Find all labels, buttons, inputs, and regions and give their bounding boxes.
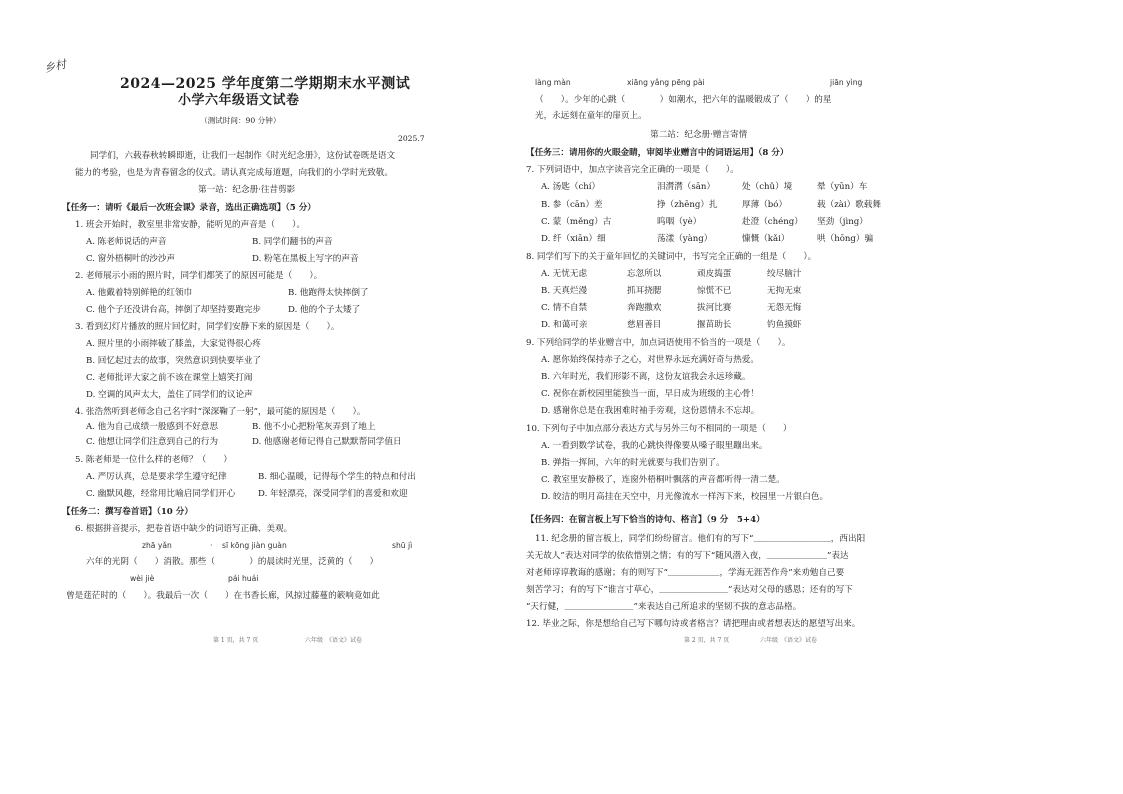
fill-in-line: （ ）。少年的心跳（ ）如潮水，把六年的温暖锻成了（ ）的星 (535, 95, 832, 105)
option: D. 纤（xiān）细 (541, 234, 606, 244)
station-heading: 第二站：纪念册·赠言寄情 (650, 130, 748, 140)
option: D. 粉笔在黑板上写字的声音 (252, 254, 359, 264)
question: 12. 毕业之际，你是想给自己写下哪句诗或者格言？请把理由或者想表达的愿望写出来。 (526, 619, 861, 629)
fill-in-line: 六年的光阴（ ）消散。那些（ ）的晨读时光里，泛黄的（ ） (86, 557, 379, 567)
fill-in-line: 光，永远刻在童年的扉页上。 (535, 111, 647, 121)
page-number: 第 2 页，共 7 页 (684, 637, 730, 644)
intro-line: 能力的考验，也是为青春留念的仪式。请认真完成每道题，向我们的小学时光致敬。 (75, 168, 393, 178)
option-word: 载（zài）歌载舞 (817, 200, 881, 210)
exam-time: （测试时间：90 分钟） (200, 116, 281, 125)
pinyin-separator: · (210, 541, 213, 550)
option-word: 抓耳挠腮 (627, 286, 662, 296)
question: 6. 根据拼音提示，把卷首语中缺少的词语写正确、美观。 (75, 524, 293, 534)
option-word: 钓鱼摸虾 (767, 320, 802, 330)
fill-in-line: 关无故人”表达对同学的依依惜别之情；有的写下“随风潜入夜，＿＿＿＿＿＿＿”表达 (526, 551, 849, 561)
option-word: 处（chǔ）境 (742, 182, 793, 192)
option-word: 揠苗助长 (697, 320, 732, 330)
fill-in-line: “天行健，＿＿＿＿＿＿＿＿”来表达自己所追求的坚韧不拔的意志品格。 (526, 602, 802, 612)
option: C. 蒙（měng）古 (541, 217, 612, 227)
option: B. 弹指一挥间，六年的时光就要与我们告别了。 (541, 458, 725, 468)
exam-title: 2024—2025 学年度第二学期期末水平测试 (120, 76, 411, 92)
option-word: 荡漾（yàng） (657, 234, 713, 244)
option: C. 老师批评大家之前不该在课堂上嬉笑打闹 (86, 373, 253, 383)
option-word: 无拘无束 (767, 286, 802, 296)
option: C. 他想让同学们注意到自己的行为 (86, 437, 219, 447)
option: D. 和蔼可亲 (541, 320, 588, 330)
pinyin-hint: pái huái (228, 574, 259, 583)
fill-in-line: 对老师谆谆教诲的感谢；有的则写下“＿＿＿＿＿＿，学海无涯苦作舟”来劝勉自己要 (526, 568, 845, 578)
fill-in-line: 曾是莛茫时的（ ）。我最后一次（ ）在书香长廊，风掠过藤蔓的簌响竟如此 (66, 591, 380, 601)
option: B. 他不小心把粉笔灰弄到了地上 (252, 422, 376, 432)
option: D. 皎洁的明月高挂在天空中，月光像流水一样泻下来，校园里一片银白色。 (541, 492, 829, 502)
option: A. 照片里的小雨摔破了膝盖，大家觉得很心疼 (86, 339, 261, 349)
option: A. 严厉认真，总是要求学生遵守纪律 (86, 472, 227, 482)
pinyin-hint: shū jì (392, 541, 413, 550)
option: D. 感谢你总是在我困难时袖手旁观，这份恩情永不忘却。 (541, 406, 760, 416)
exam-subtitle: 小学六年级语文试卷 (178, 93, 300, 108)
option: B. 参（cān）差 (541, 200, 603, 210)
option-word: 慷慨（kǎi） (742, 234, 790, 244)
option: B. 天真烂漫 (541, 286, 588, 296)
option-word: 慈眉善目 (627, 320, 662, 330)
option: B. 同学们翻书的声音 (252, 237, 333, 247)
option: C. 教室里安静极了，连窗外梧桐叶飘落的声音都听得一清二楚。 (541, 475, 785, 485)
fill-in-line: 11. 纪念册的留言板上，同学们纷纷留言。他们有的写下“＿＿＿＿＿＿＿＿＿，西出阳 (535, 534, 866, 544)
option: C. 情不自禁 (541, 303, 588, 313)
question: 7. 下列词语中，加点字读音完全正确的一项是（ ）。 (526, 165, 739, 175)
question: 1. 班会开始时，教室里非常安静，能听见的声音是（ ）。 (75, 220, 306, 230)
page-number: 第 1 页，共 7 页 (213, 637, 259, 644)
option: B. 回忆起过去的故事，突然意识到快要毕业了 (86, 356, 262, 366)
option-word: 赴澄（chéng） (742, 217, 803, 227)
footer-label: 六年级 《语文》试卷 (305, 637, 363, 644)
fill-in-line: 刻苦学习；有的写下“谁言寸草心，＿＿＿＿＿＿＿＿”表达对父母的感恩；还有的写下 (526, 585, 853, 595)
option: A. 愿你始终保持赤子之心，对世界永远充满好奇与热爱。 (541, 355, 759, 365)
question: 3. 看到幻灯片播放的照片回忆时，同学们安静下来的原因是（ ）。 (75, 322, 340, 332)
pinyin-hint: xiāng yǎng pēng pài (627, 78, 705, 87)
station-heading: 第一站：纪念册·往昔剪影 (198, 185, 296, 195)
option-word: 呜咽（yè） (657, 217, 702, 227)
question: 2. 老师展示小雨的照片时，同学们都笑了的原因可能是（ ）。 (75, 271, 323, 281)
option-word: 无怨无悔 (767, 303, 802, 313)
option-word: 奔跑撒欢 (627, 303, 662, 313)
option: A. 汤匙（chí） (541, 182, 601, 192)
option: C. 幽默风趣，经常用比喻启同学们开心 (86, 489, 236, 499)
pinyin-hint: zhā yǎn (142, 541, 172, 550)
right-page (526, 0, 1123, 794)
task-heading: 【任务二：撰写卷首语】（10 分） (62, 507, 193, 517)
pinyin-hint: làng màn (535, 78, 571, 87)
option-word: 拔河比赛 (697, 303, 732, 313)
pinyin-hint: jiān yìng (830, 78, 863, 87)
option: B. 他跑得太快摔倒了 (288, 288, 369, 298)
option-word: 忘忽所以 (627, 269, 662, 279)
option-word: 绞尽脑汁 (767, 269, 802, 279)
option-word: 泪潸潸（sān） (657, 182, 716, 192)
option: D. 年轻漂亮，深受同学们的喜爱和欢迎 (258, 489, 408, 499)
task-heading: 【任务三：请用你的火眼金睛，审阅毕业赠言中的词语运用】（8 分） (526, 148, 789, 158)
task-heading: 【任务一：请听《最后一次班会课》录音，选出正确选项】（5 分） (62, 203, 316, 213)
pinyin-hint: sī kōng jiàn guàn (222, 541, 287, 550)
option-word: 晕（yūn）车 (817, 182, 868, 192)
question: 10. 下列句子中加点部分表达方式与另外三句不相同的一项是（ ） (526, 424, 792, 434)
option: D. 空调的风声太大，盖住了同学们的议论声 (86, 390, 253, 400)
question: 5. 陈老师是一位什么样的老师？（ ） (75, 455, 233, 465)
option: C. 他个子还没讲台高，摔倒了却坚持要跑完步 (86, 305, 262, 315)
option: C. 祝你在新校园里能独当一面，早日成为班级的主心骨！ (541, 389, 759, 399)
exam-date: 2025.7 (398, 134, 425, 143)
option: A. 陈老师说话的声音 (86, 237, 167, 247)
question: 8. 同学们写下的关于童年回忆的关键词中，书写完全正确的一组是（ ）。 (526, 252, 817, 262)
left-page (0, 0, 560, 794)
option-word: 惊慌不已 (697, 286, 732, 296)
pinyin-hint: wèi jiè (130, 574, 155, 583)
option: B. 细心温暖，记得每个学生的特点和付出 (258, 472, 416, 482)
option-word: 哄（hōng）骗 (817, 234, 874, 244)
intro-line: 同学们，六载春秋转瞬即逝，让我们一起制作《时光纪念册》，这份试卷既是语文 (90, 151, 396, 161)
option: C. 窗外梧桐叶的沙沙声 (86, 254, 176, 264)
option-word: 顽皮捣蛋 (697, 269, 732, 279)
option-word: 厚薄（bó） (742, 200, 788, 210)
handwritten-mark: 乡村 (42, 57, 68, 76)
option: A. 一看到数学试卷，我的心跳快得像要从嗓子眼里蹦出来。 (541, 441, 768, 451)
option: A. 他为自己成绩一般感到不好意思 (86, 422, 218, 432)
option: D. 他的个子太矮了 (288, 305, 361, 315)
question: 4. 张浩然听到老师念自己名字时“深深鞠了一躬”，最可能的原因是（ ）。 (75, 407, 366, 417)
option: D. 他感谢老师记得自己默默帮同学值日 (252, 437, 402, 447)
option: B. 六年时光，我们形影不离，这份友谊我会永远珍藏。 (541, 372, 751, 382)
option: A. 他戴着特别鲜艳的红领巾 (86, 288, 193, 298)
option: A. 无忧无虑 (541, 269, 588, 279)
question: 9. 下列给同学的毕业赠言中，加点词语使用不恰当的一项是（ ）。 (526, 338, 791, 348)
footer-label: 六年级 《语文》试卷 (760, 637, 818, 644)
task-heading: 【任务四：在留言板上写下恰当的诗句、格言】（9 分 5+4） (526, 515, 765, 525)
option-word: 坚劲（jìng） (817, 217, 868, 227)
option-word: 挣（zhēng）扎 (657, 200, 718, 210)
